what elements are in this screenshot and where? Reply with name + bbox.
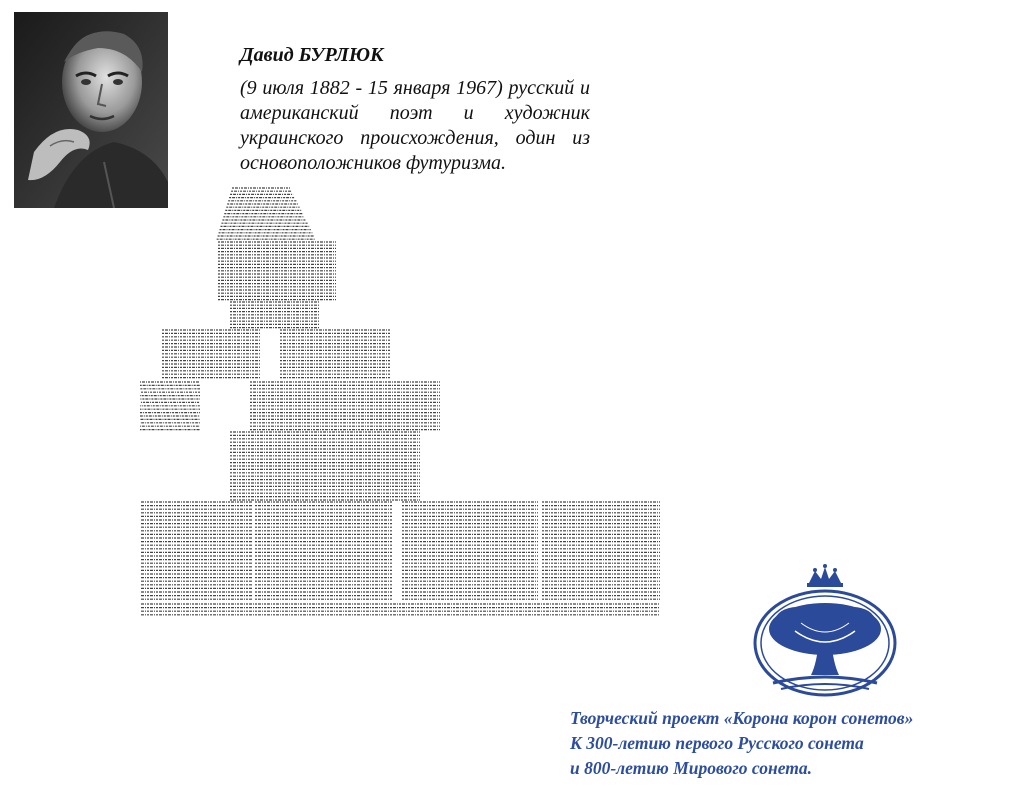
project-caption-line: Творческий проект «Корона корон сонетов»: [570, 708, 914, 728]
project-caption-line: и 800-летию Мирового сонета.: [570, 758, 812, 778]
poet-name: Давид БУРЛЮК: [240, 44, 384, 66]
figurative-poem-silhouette: [140, 180, 700, 760]
portrait-photo: [14, 12, 168, 208]
project-caption-line: К 300-летию первого Русского сонета: [570, 733, 864, 753]
project-logo: [745, 563, 905, 703]
crown-icon: [807, 564, 843, 587]
tree-icon: [755, 591, 895, 695]
poet-bio: (9 июля 1882 - 15 января 1967) русский и американский поэт и художник украинского происхождения, один из основоположников футуризма.: [240, 77, 590, 174]
project-caption: [570, 706, 1000, 781]
